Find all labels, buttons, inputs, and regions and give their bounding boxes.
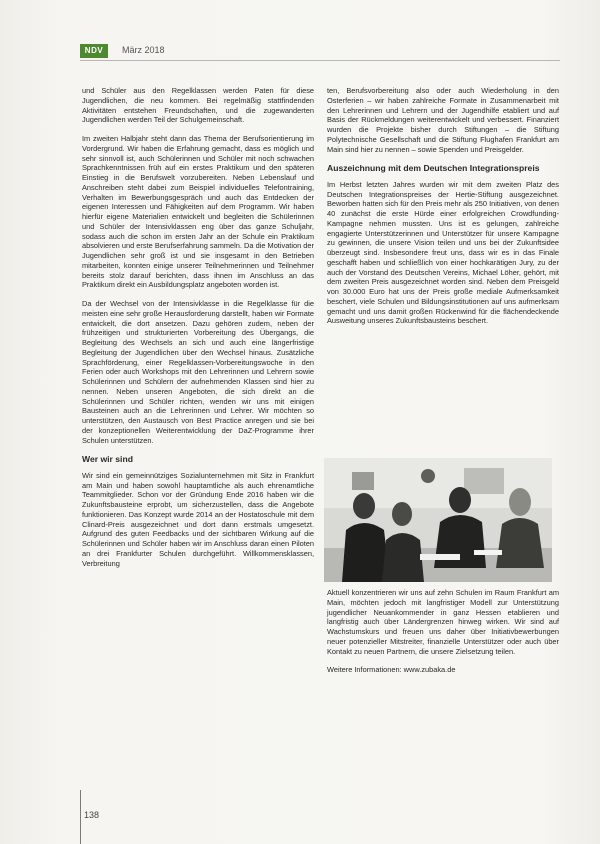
paragraph: und Schüler aus den Regelklassen werden Paten für diese Jugendlichen, die neu kommen. Bei regelmäßig stattfindenden Aktivitäten entstehen Freundschaften, und die zugewanderten Jugendlichen werden Teil der Schulgemeinschaft. [82,86,314,125]
paragraph: Weitere Informationen: www.zubaka.de [327,665,456,675]
magazine-logo: NDV [80,44,108,58]
paragraph: Aktuell konzentrieren wir uns auf zehn Schulen im Raum Frankfurt am Main, möchten jedoch mit langfristiger Modell zur Unterstützung jugendlicher Neuankommender in ganz Hessen etablieren und langfristig auch über Ländergrenzen hinweg wirken. Wir sind auf Wachstumskurs und freuen uns daher über Initiativbewerbungen neuer potenzieller Mitstreiter, finanzielle Unterstützer oder auch über Kontakt zu neuen Partnern, die unsere Zielsetzung teilen. [327,588,559,656]
paragraph: Wir sind ein gemeinnütziges Sozialunternehmen mit Sitz in Frankfurt am Main und haben sowohl hauptamtliche als auch ehrenamtliche Teammitglieder. Schon vor der Gründung Ende 2016 haben wir die Zukunftsbausteine erprobt, um sicherzustellen, dass die Angebote funktionieren. Das Konzept wurde 2014 an der Hostatoschule mit dem Clinard-Preis ausgezeichnet und dort dann erstmals umgesetzt. Aufgrund des guten Feedbacks und der sichtbaren Wirkung auf die Schülerinnen und Schüler haben wir im Anschluss daran einen Piloten an drei Frankfurter Schulen durchgeführt. Willkommensklassen, Verbreitung [82,470,314,568]
paragraph: ten, Berufsvorbereitung also oder auch Wiederholung in den Osterferien – wir haben zahlreiche Formate in Zusammenarbeit mit den Lehrerinnen und Lehrern und der Jugendhilfe etabliert und auf Basis der Rückmeldungen weiterentwickelt und verbessert. Finanziert wurden die Projekte bisher durch Stiftungen – die Stiftung Polytechnische Gesellschaft und die Stiftung Flughafen Frankfurt am Main sind hier zu nennen – sowie Spenden und Preisgelder. [327,86,559,154]
issue-date: März 2018 [122,45,165,55]
right-column [327,86,559,335]
right-column-lower [327,588,559,684]
section-heading-integrationspreis: Auszeichnung mit dem Deutschen Integrationspreis [327,163,540,174]
header-divider [80,60,560,61]
group-photo [324,458,552,582]
page-header [80,44,560,60]
margin-rule [80,790,81,844]
page-number: 138 [84,810,100,820]
paragraph: Da der Wechsel von der Intensivklasse in die Regelklasse für die meisten eine sehr große Herausforderung darstellt, haben wir Formate entwickelt, die dort ansetzen. Dazu gehören zudem, neben der frühzeitigen und strukturierten Vorbereitung des Übergangs, die Begleitung des Wechsels an sich und auch eine längerfristige Begleitung der Jugendlichen über den Wechsel hinaus. Zusätzliche Sprachförderung, einer Regelklassen-Vorbereitungswoche in den Ferien oder auch Workshops mit den Lehrerinnen und Lehrern sowie Schülerinnen und Schülern der aufnehmenden Klassen sind hier zu nennen. Neben unseren Angeboten, die sich direkt an die Schülerinnen und Schüler richten, wenden wir uns mit einigen Bausteinen auch an die Lehrerinnen und Lehrer. Wir möchten so unterstützen, den Austausch von Best Practice anregen und sie bei der konzeptionellen Weiterentwicklung der DaZ-Programme ihrer Schulen unterstützen. [82,299,314,445]
section-heading-wer-wir-sind: Wer wir sind [82,454,133,465]
paragraph: Im zweiten Halbjahr steht dann das Thema der Berufsorientierung im Vordergrund. Wir haben die Erfahrung gemacht, dass es möglich und sehr sinnvoll ist, auch Schülerinnen und Schüler mit noch schwachen Sprachkenntnissen früh auf ein erstes Praktikum und den späteren Einstieg in die Berufswelt vorzubereiten. Neben Lebenslauf und Anschreiben steht dabei zum Beispiel individuelles Telefontraining, Verhalten im Bewerbungsgespräch und auch das Entdecken der eigenen Interessen und Fähigkeiten auf dem Programm. Wir haben hierfür eigene Materialien entwickelt und begleiten die Schülerinnen und Schüler der Intensivklassen eng über das ganze Schuljahr, sodass auch die schon im ersten Jahr an der Schule ein Praktikum absolvieren und erste Berufserfahrung sammeln. Da die Motivation der Jugendlichen sehr groß ist und sie insgesamt in den Betrieben mitarbeiten, konnten einige unserer Teilnehmerinnen und Teilnehmer bereits stolz darauf berichten, dass ihnen im Anschluss an das Praktikum direkt ein Ausbildungsplatz angeboten worden ist. [82,134,314,290]
left-column [82,86,314,577]
paragraph: Im Herbst letzten Jahres wurden wir mit dem zweiten Platz des Deutschen Integrationspreises der Hertie-Stiftung ausgezeichnet. Beworben hatten sich für den Preis mehr als 250 Initiativen, von denen 40 zunächst die erste Hürde einer erfolgreichen Crowdfunding-Kampagne nehmen mussten. Uns ist es gelungen, zahlreiche engagierte Unterstützerinnen und Unterstützer für unsere Kampagne zu gewinnen, die unsere Vision teilen und uns bei der Zukunftsidee überzeugt sind. Insbesondere freut uns, dass wir es in das Finale geschafft haben und schließlich von einer hochkarätigen Jury, zu der auch der Vorstand des Deutschen Vereins, Michael Löher, gehört, mit dem zweiten Preis ausgezeichnet worden sind. Neben dem Preisgeld von 30.000 Euro hat uns der Preis große mediale Aufmerksamkeit beschert, viele Schulen und Bildungsinstitutionen auf uns aufmerksam gemacht und uns damit großen Rückenwind für die flächendeckende Ausweitung unseres Zukunftsbausteins beschert. [327,179,559,326]
